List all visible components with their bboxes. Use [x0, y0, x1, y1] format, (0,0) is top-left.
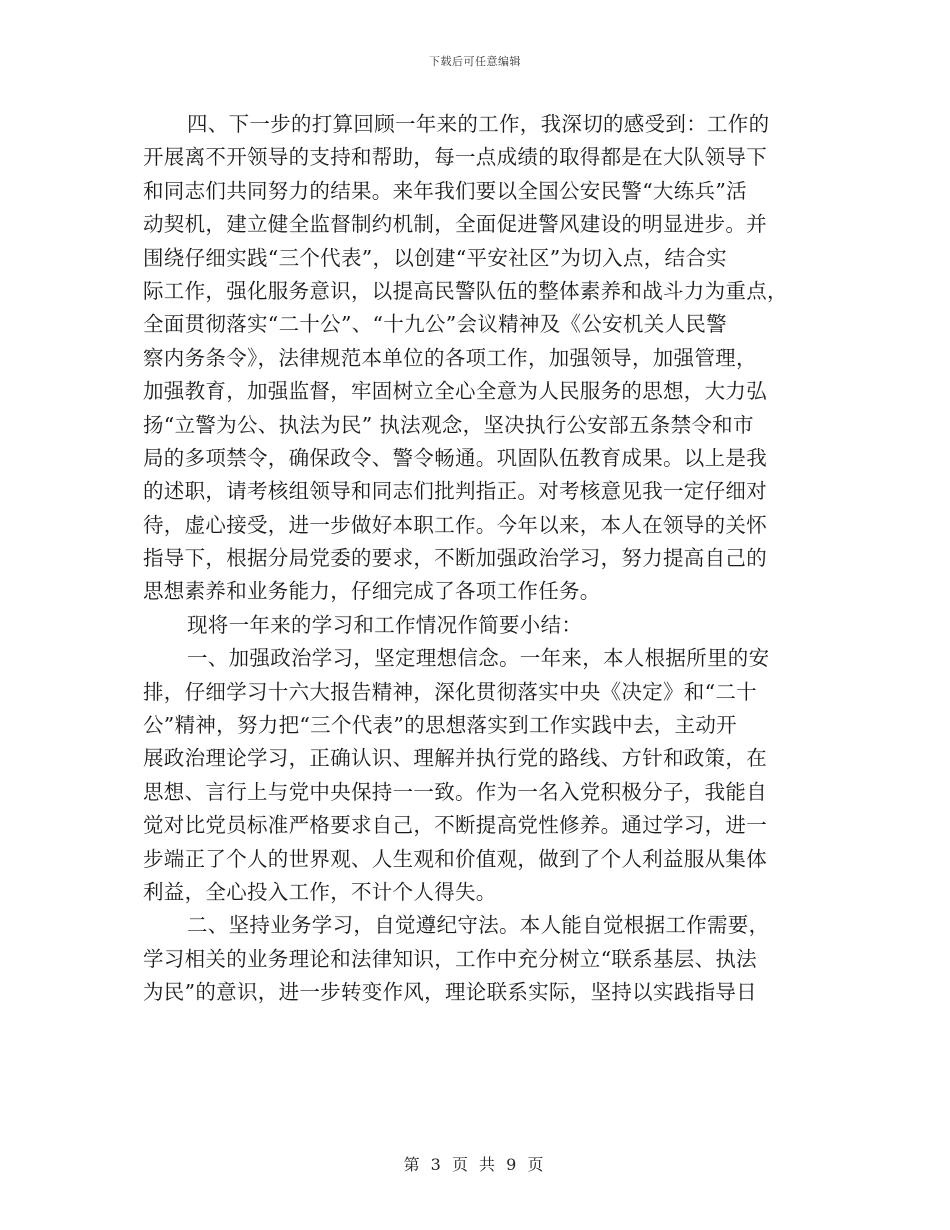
text-line: 开展离不开领导的支持和帮助，每一点成绩的取得都是在大队领导下 — [143, 145, 767, 170]
text-line: 全面贯彻落实“二十公”、“十九公”会议精神及《公安机关人民警 — [143, 312, 727, 337]
text-line: 思想、言行上与党中央保持一一致。作为一名入党积极分子，我能自 — [143, 779, 767, 804]
text-line: 步端正了个人的世界观、人生观和价值观，做到了个人利益服从集体 — [143, 846, 767, 871]
text-line: 现将一年来的学习和工作情况作简要小结： — [187, 612, 583, 637]
text-line: 加强教育，加强监督，牢固树立全心全意为人民服务的思想，大力弘 — [143, 379, 767, 404]
text-line: 的述职，请考核组领导和同志们批判指正。对考核意见我一定仔细对 — [143, 479, 767, 504]
text-line: 展政治理论学习，正确认识、理解并执行党的路线、方针和政策，在 — [143, 746, 767, 771]
text-line: 察内务条令》，法律规范本单位的各项工作，加强领导，加强管理， — [143, 345, 757, 370]
text-line: 和同志们共同努力的结果。来年我们要以全国公安民警“大练兵”活 — [143, 178, 747, 203]
text-line: 觉对比党员标准严格要求自己，不断提高党性修养。通过学习，进一 — [143, 813, 767, 838]
document-body — [143, 108, 811, 1010]
text-line: 局的多项禁令，确保政令、警令畅通。巩固队伍教育成果。以上是我 — [143, 445, 767, 470]
text-line: 围绕仔细实践“三个代表”，以创建“平安社区”为切入点，结合实 — [143, 245, 727, 270]
text-line: 指导下，根据分局党委的要求，不断加强政治学习，努力提高自己的 — [143, 546, 767, 571]
text-line: 利益，全心投入工作，不计个人得失。 — [143, 879, 497, 904]
text-line: 排，仔细学习十六大报告精神，深化贯彻落实中央《决定》和“二十 — [143, 679, 757, 704]
text-line: 一、加强政治学习，坚定理想信念。一年来，本人根据所里的安 — [187, 646, 770, 671]
text-line: 动契机，建立健全监督制约机制，全面促进警风建设的明显进步。并 — [143, 212, 767, 237]
text-line: 扬“立警为公、执法为民” 执法观念，坚决执行公安部五条禁令和市 — [143, 412, 754, 437]
text-line: 际工作，强化服务意识，以提高民警队伍的整体素养和战斗力为重点， — [143, 278, 788, 303]
text-line: 二、坚持业务学习，自觉遵纪守法。本人能自觉根据工作需要， — [187, 913, 770, 938]
page-header: 下载后可任意编辑 — [429, 55, 521, 68]
page-number: 第 3 页 共 9 页 — [403, 1155, 547, 1174]
text-line: 四、下一步的打算回顾一年来的工作，我深切的感受到：工作的 — [187, 112, 770, 136]
text-line: 学习相关的业务理论和法律知识，工作中充分树立“联系基层、执法 — [143, 946, 757, 971]
text-line: 为民”的意识，进一步转变作风，理论联系实际，坚持以实践指导日 — [143, 980, 757, 1005]
text-line: 思想素养和业务能力，仔细完成了各项工作任务。 — [143, 579, 601, 604]
text-line: 公”精神，努力把“三个代表”的思想落实到工作实践中去，主动开 — [143, 713, 737, 738]
text-line: 待，虚心接受，进一步做好本职工作。今年以来，本人在领导的关怀 — [143, 512, 767, 537]
